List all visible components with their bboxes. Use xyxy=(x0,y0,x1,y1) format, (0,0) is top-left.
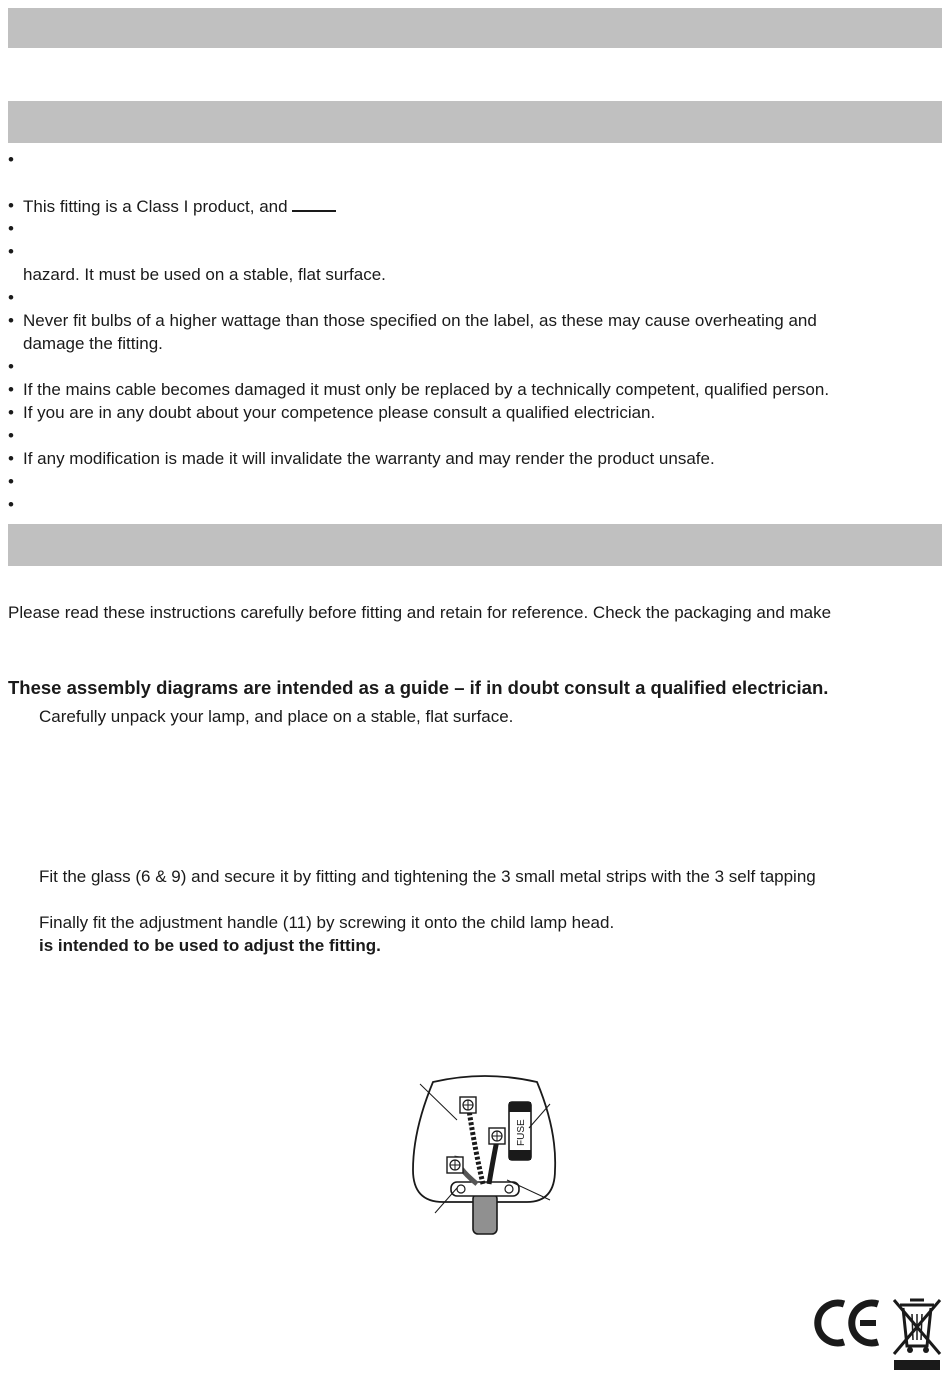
bullet-class-one-text: This fitting is a Class I product, and xyxy=(23,197,288,216)
bullet-stable-surface: hazard. It must be used on a stable, flat surface. xyxy=(23,265,386,284)
bullet-dot: • xyxy=(8,472,14,491)
bullet-dot: • xyxy=(8,449,14,468)
bullet-dot: • xyxy=(8,403,14,422)
step-unpack: Carefully unpack your lamp, and place on a stable, flat surface. xyxy=(39,707,514,726)
bullet-dot: • xyxy=(8,196,14,215)
bullet-dot: • xyxy=(8,150,14,169)
ce-mark-icon xyxy=(814,1298,882,1348)
bullet-dot: • xyxy=(8,242,14,261)
grip-screw-left xyxy=(457,1185,465,1193)
fuse-cap-bottom xyxy=(509,1150,531,1160)
intro-paragraph: Please read these instructions carefully before fitting and retain for reference. Check the packaging and make xyxy=(8,603,832,622)
guide-heading: These assembly diagrams are intended as a guide – if in doubt consult a qualified electrician. xyxy=(8,677,829,698)
section-header-bar-1 xyxy=(8,8,942,48)
bullet-dot: • xyxy=(8,288,14,307)
bullet-modification: If any modification is made it will invalidate the warranty and may render the product unsafe. xyxy=(23,449,715,468)
plug-wiring-diagram xyxy=(405,1070,565,1240)
bullet-wattage-line2: damage the fitting. xyxy=(23,334,163,353)
section-header-bar-3 xyxy=(8,524,942,566)
weee-bin-icon xyxy=(890,1296,944,1372)
bullet-dot: • xyxy=(8,357,14,376)
bullet-dot: • xyxy=(8,311,14,330)
bullet-mains-cable: If the mains cable becomes damaged it must only be replaced by a technically competent, qualified person. xyxy=(23,380,830,399)
underline-blank xyxy=(292,196,336,212)
step-adjustment-handle: Finally fit the adjustment handle (11) by screwing it onto the child lamp head. xyxy=(39,913,615,932)
grip-screw-right xyxy=(505,1185,513,1193)
bullet-dot: • xyxy=(8,495,14,514)
section-header-bar-2 xyxy=(8,101,942,143)
terminal-earth xyxy=(460,1097,476,1113)
terminal-live xyxy=(489,1128,505,1144)
step-fit-glass: Fit the glass (6 & 9) and secure it by fitting and tightening the 3 small metal strips with the 3 self tapping xyxy=(39,867,816,886)
terminal-neutral xyxy=(447,1157,463,1173)
bullet-wattage-line1: Never fit bulbs of a higher wattage than those specified on the label, as these may cause overheating and xyxy=(23,311,817,330)
bullet-class-one xyxy=(23,196,336,217)
bullet-dot: • xyxy=(8,219,14,238)
mains-cable xyxy=(473,1194,497,1234)
fuse-label: FUSE xyxy=(516,1119,527,1146)
fuse-cap-top xyxy=(509,1102,531,1112)
bullet-competence: If you are in any doubt about your competence please consult a qualified electrician. xyxy=(23,403,656,422)
step-handle-warning: is intended to be used to adjust the fitting. xyxy=(39,936,381,955)
bullet-dot: • xyxy=(8,380,14,399)
bullet-dot: • xyxy=(8,426,14,445)
